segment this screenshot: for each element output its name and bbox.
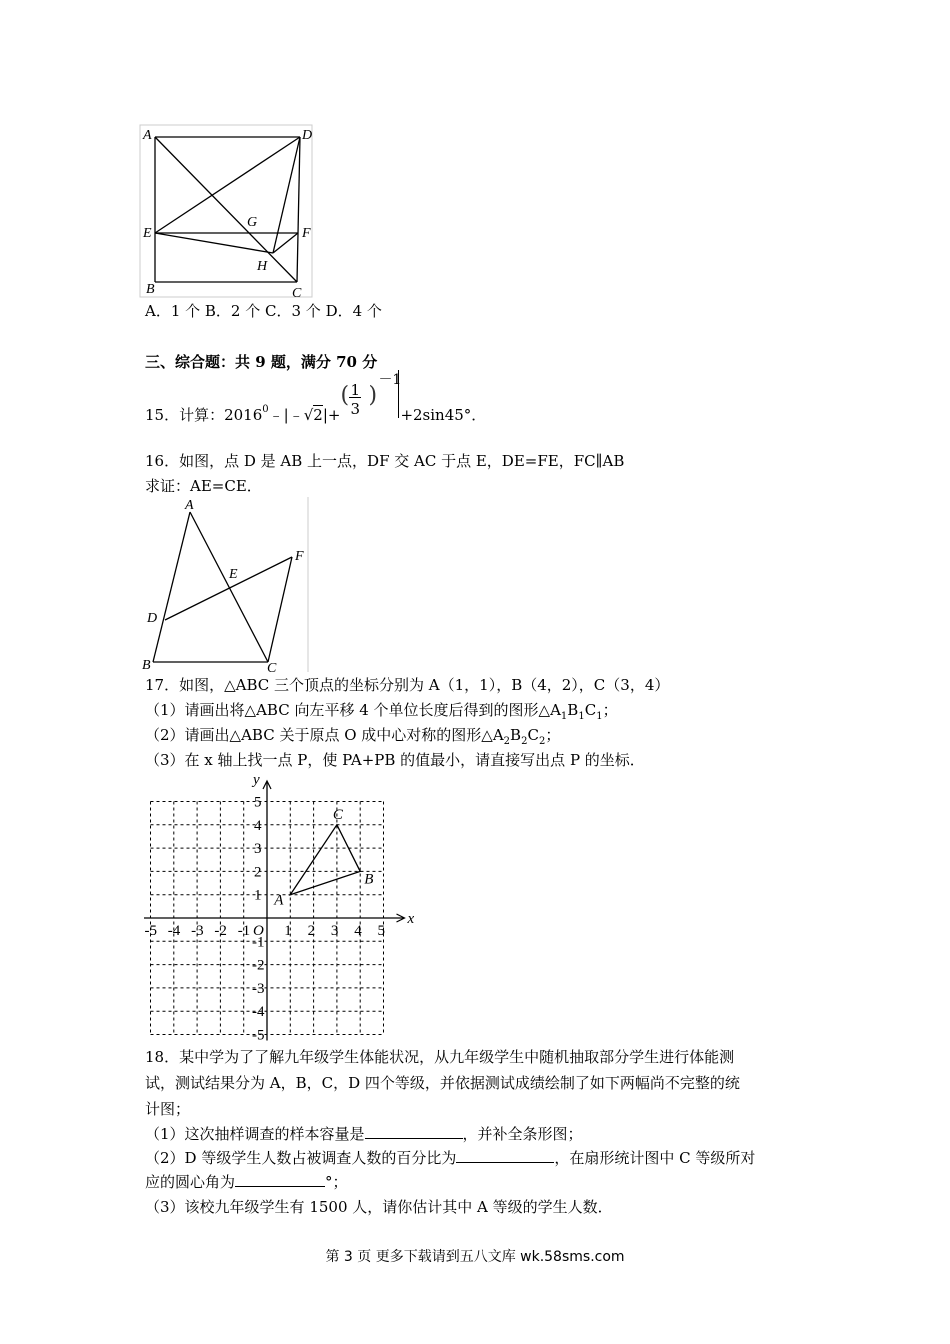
answer-blank-2[interactable] <box>456 1148 554 1163</box>
fraction-wrap <box>340 372 402 420</box>
x-tick-label: -1 <box>237 923 251 939</box>
q17-line1: 17．如图，△ABC 三个顶点的坐标分别为 A（1，1），B（4，2），C（3，4） <box>145 676 670 694</box>
q15-mid: ﹣|﹣ <box>268 406 304 424</box>
q17-l3-s1: 2 <box>503 736 511 747</box>
q17-l2-s2: 1 <box>578 711 585 722</box>
q18-l5-post: ，在扇形统计图中 C 等级所对 <box>554 1149 756 1167</box>
seg-ab <box>153 512 190 662</box>
q17-l2-end: ； <box>602 701 618 719</box>
q18-l5-pre: （2）D 等级学生人数占被调查人数的百分比为 <box>145 1149 457 1167</box>
point-label: B <box>364 871 374 888</box>
figure-square <box>140 125 320 300</box>
x-tick-label: -3 <box>191 923 204 939</box>
paren-right-icon: ) <box>368 383 378 408</box>
y-tick-label: -1 <box>252 934 265 951</box>
q17-l3-s3: 2 <box>538 736 546 747</box>
x-tick-label: 1 <box>284 923 292 939</box>
label-d: D <box>147 611 158 626</box>
q14-options: A．1 个 B．2 个 C．3 个 D．4 个 <box>145 302 382 320</box>
q15-prefix: 15．计算：2016 <box>145 406 263 424</box>
label-h: H <box>257 259 268 274</box>
coordinate-grid <box>140 770 415 1044</box>
answer-blank-3[interactable] <box>235 1172 325 1187</box>
q18-l4-post: ，并补全条形图； <box>462 1125 583 1143</box>
q17-l2-pre: （1）请画出将△ABC 向左平移 4 个单位长度后得到的图形△A <box>145 701 561 719</box>
fraction-bar-icon <box>349 397 361 398</box>
section-heading: 三、综合题：共 9 题，满分 70 分 <box>145 353 378 371</box>
sqrt-sign-icon: √ <box>303 406 314 424</box>
q18-l6-post: °； <box>325 1173 348 1191</box>
q16-line1: 16．如图，点 D 是 AB 上一点，DF 交 AC 于点 E，DE=FE，FC∥AB <box>145 452 625 470</box>
origin-label: O <box>253 923 264 939</box>
label-a: A <box>143 128 152 143</box>
q17-line2 <box>145 700 618 727</box>
q18-line5 <box>145 1148 755 1168</box>
q18-l4-pre: （1）这次抽样调查的样本容量是 <box>145 1125 365 1143</box>
point-label: A <box>274 892 284 909</box>
axis-y-label: y <box>253 772 260 788</box>
label-g: G <box>247 215 258 230</box>
label-b: B <box>146 282 155 297</box>
x-tick-label: -4 <box>167 923 181 939</box>
y-tick-label: -3 <box>252 980 265 997</box>
label-a: A <box>185 498 194 513</box>
q15-sup0: 0 <box>262 404 269 415</box>
seg-hd <box>273 137 300 253</box>
page-footer: 第 3 页 更多下载请到五八文库 wk.58sms.com <box>325 1249 625 1265</box>
q15-sqrt-arg: 2 <box>313 406 323 424</box>
label-d: D <box>302 128 313 143</box>
y-tick-label: -4 <box>252 1004 265 1021</box>
q16-line2: 求证：AE=CE． <box>145 477 262 495</box>
q17-l3-c: C <box>527 726 539 744</box>
q17-l2-s3: 1 <box>596 711 603 722</box>
label-e: E <box>229 567 238 582</box>
q15-frac-num: 1 <box>350 381 360 399</box>
q15-exp: －1 <box>378 372 402 388</box>
q18-l6-pre: 应的圆心角为 <box>145 1173 236 1191</box>
q17-line3 <box>145 725 560 752</box>
paren-left-icon: ( <box>340 383 350 408</box>
y-tick-label: -5 <box>252 1027 265 1044</box>
label-c: C <box>292 286 302 301</box>
label-f: F <box>295 549 304 564</box>
triangle-abc <box>290 825 360 895</box>
q18-line4 <box>145 1124 583 1144</box>
y-tick-label: 3 <box>254 841 262 858</box>
label-c: C <box>267 661 277 676</box>
x-tick-label: 3 <box>330 923 339 939</box>
point-label: C <box>332 806 343 823</box>
q17-l3-s2: 2 <box>521 736 528 747</box>
q15-suffix: +2sin45°． <box>400 406 487 424</box>
x-tick-label: -5 <box>144 923 157 939</box>
y-tick-label: 1 <box>254 887 262 904</box>
seg-eh <box>155 233 273 253</box>
q18-line2: 试，测试结果分为 A，B，C，D 四个等级，并依据测试成绩绘制了如下两幅尚不完整的统 <box>145 1074 740 1092</box>
y-tick-label: -2 <box>252 957 265 974</box>
answer-blank-1[interactable] <box>365 1124 463 1139</box>
label-f: F <box>302 226 311 241</box>
q15-bar-end: |+ <box>322 406 341 424</box>
q17-l2-b: B <box>567 701 579 719</box>
label-e: E <box>143 226 152 241</box>
seg-ac <box>155 137 297 282</box>
q18-line6 <box>145 1172 348 1192</box>
label-b: B <box>142 658 151 673</box>
q17-l3-end: ； <box>545 726 561 744</box>
x-tick-label: 2 <box>307 923 316 939</box>
y-tick-label: 4 <box>254 817 262 834</box>
y-tick-label: 2 <box>254 864 262 881</box>
q15 <box>145 372 487 425</box>
q17-l3-pre: （2）请画出△ABC 关于原点 O 成中心对称的图形△A <box>145 726 504 744</box>
q17-line4: （3）在 x 轴上找一点 P，使 PA+PB 的值最小，请直接写出点 P 的坐标． <box>145 751 645 769</box>
q18-line1: 18．某中学为了了解九年级学生体能状况，从九年级学生中随机抽取部分学生进行体能测 <box>145 1048 735 1066</box>
seg-ed <box>155 137 300 233</box>
q17-l3-b: B <box>510 726 522 744</box>
axis-x-label: x <box>407 911 415 927</box>
seg-dc <box>297 137 300 282</box>
seg-fc <box>268 557 292 662</box>
q17-l2-s1: 1 <box>560 711 568 722</box>
q15-frac-den: 3 <box>350 400 360 418</box>
abs-bar-icon <box>398 370 399 418</box>
y-tick-label: 5 <box>254 794 262 811</box>
x-tick-label: 4 <box>354 923 362 939</box>
seg-ac <box>190 512 268 662</box>
x-tick-label: -2 <box>214 923 227 939</box>
q18-line7: （3）该校九年级学生有 1500 人，请你估计其中 A 等级的学生人数． <box>145 1198 613 1216</box>
figure-triangle <box>140 497 310 676</box>
q17-l2-c: C <box>584 701 597 719</box>
x-tick-label: 5 <box>377 923 385 939</box>
q18-line3: 计图； <box>145 1100 191 1118</box>
